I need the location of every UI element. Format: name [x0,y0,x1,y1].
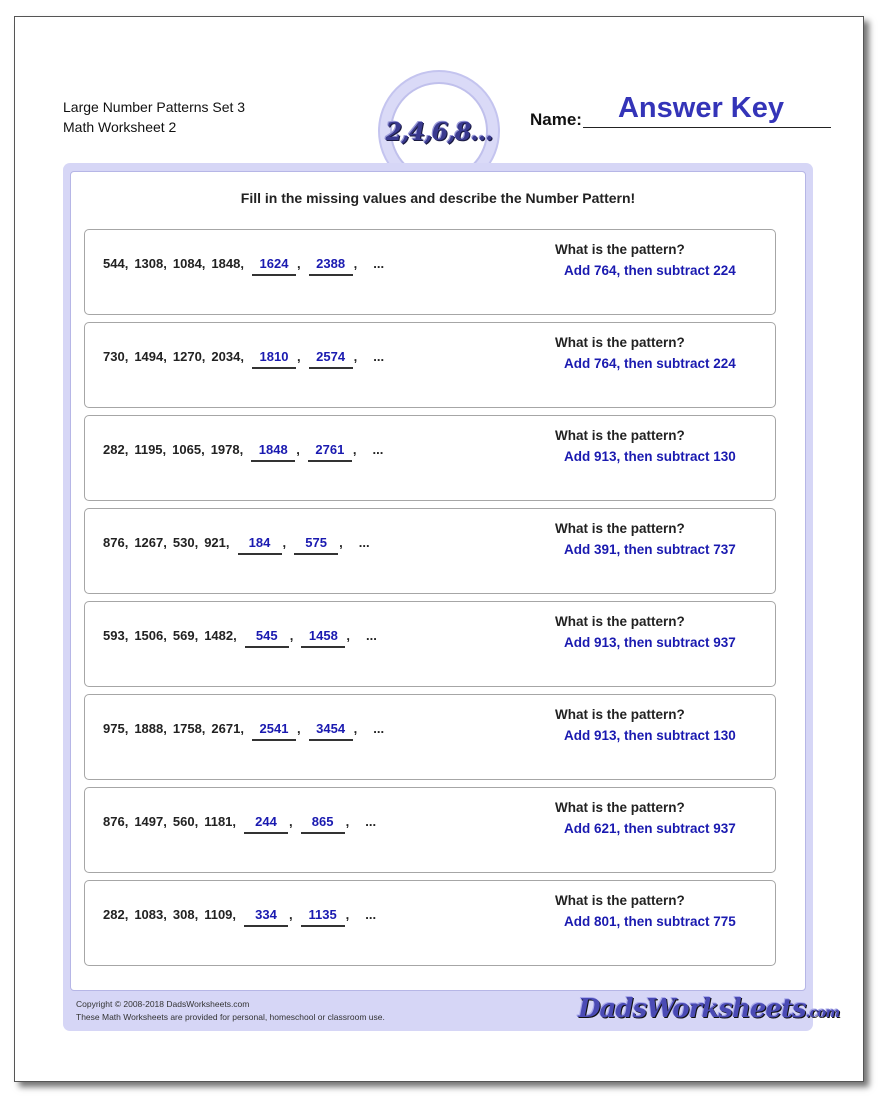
ellipsis: ... [365,907,377,922]
comma-separator: , [282,535,287,550]
ellipsis: ... [366,628,377,643]
copyright-text: Copyright © 2008-2018 DadsWorksheets.com [76,999,250,1009]
sequence-number: 876 [103,535,125,550]
pattern-question: What is the pattern? [555,893,685,908]
answer-blank[interactable]: 1848 [251,442,295,462]
pattern-question: What is the pattern? [555,707,685,722]
problem-box [84,694,776,780]
sequence-number: 1109 [204,907,233,922]
comma-separator: , [163,349,167,364]
sequence-number: 1270 [172,349,202,364]
comma-separator: , [163,256,167,271]
comma-separator: , [240,721,244,736]
sequence-number: 593 [103,628,125,643]
comma-separator: , [239,442,244,457]
comma-separator: , [124,349,129,364]
comma-separator: , [289,628,294,643]
comma-separator: , [124,628,129,643]
answer-blank[interactable]: 334 [244,907,288,927]
logo-suffix: .com [805,1005,840,1021]
name-underline [583,127,831,128]
comma-separator: , [124,721,129,736]
pattern-answer[interactable]: Add 801, then subtract 775 [564,914,736,929]
sequence-number: 1497 [134,814,164,829]
sequence-number: 730 [103,349,125,364]
comma-separator: , [124,814,129,829]
comma-separator: , [201,442,205,457]
comma-separator: , [345,814,350,829]
answer-blank[interactable]: 1624 [252,256,296,276]
pattern-answer[interactable]: Add 913, then subtract 937 [564,635,736,650]
number-sequence [103,628,377,648]
comma-separator: , [124,907,129,922]
pattern-question: What is the pattern? [555,428,685,443]
comma-separator: , [289,907,293,922]
comma-separator: , [296,721,301,736]
number-sequence [103,349,384,369]
comma-separator: , [232,814,237,829]
answer-blank[interactable]: 1458 [301,628,345,648]
pattern-answer[interactable]: Add 764, then subtract 224 [564,263,736,278]
comma-separator: , [232,907,237,922]
sequence-number: 1978 [210,442,240,457]
logo-text: DadsWorksheets [578,994,806,1024]
comma-separator: , [233,628,237,643]
ellipsis: ... [373,256,385,271]
comma-separator: , [124,535,129,550]
sequence-number: 569 [172,628,195,643]
sequence-number: 1758 [172,721,202,736]
comma-separator: , [296,442,300,457]
answer-blank[interactable]: 2388 [309,256,353,276]
problem-box [84,415,776,501]
comma-separator: , [163,628,167,643]
comma-separator: , [289,814,293,829]
comma-separator: , [225,535,230,550]
worksheet-title [63,97,245,137]
answer-blank[interactable]: 865 [301,814,345,834]
comma-separator: , [296,256,301,271]
sequence-number: 282 [103,907,125,922]
comma-separator: , [296,349,301,364]
comma-separator: , [240,349,244,364]
number-sequence [103,442,383,462]
sequence-number: 1083 [134,907,164,922]
sequence-number: 1482 [204,628,234,643]
comma-separator: , [163,814,167,829]
pattern-question: What is the pattern? [555,614,685,629]
answer-blank[interactable]: 3454 [309,721,353,741]
problem-box [84,322,776,408]
pattern-answer[interactable]: Add 764, then subtract 224 [564,356,736,371]
sequence-number: 308 [172,907,195,922]
badge-text: 2,4,6,8... [385,116,493,146]
title-line-1: Large Number Patterns Set 3 [63,99,246,115]
answer-blank[interactable]: 1135 [301,907,345,927]
problem-box [84,229,776,315]
problem-box [84,601,776,687]
answer-blank[interactable]: 2761 [308,442,352,462]
comma-separator: , [194,907,199,922]
sequence-number: 921 [204,535,226,550]
comma-separator: , [353,349,358,364]
sequence-number: 544 [103,256,125,271]
dadsworksheets-logo [578,994,839,1024]
problem-box [84,787,776,873]
comma-separator: , [352,442,357,457]
comma-separator: , [124,256,129,271]
pattern-answer[interactable]: Add 913, then subtract 130 [564,449,736,464]
pattern-question: What is the pattern? [555,521,685,536]
sequence-number: 1065 [172,442,202,457]
answer-blank[interactable]: 1810 [252,349,296,369]
sequence-number: 1308 [134,256,164,271]
comma-separator: , [163,535,167,550]
pattern-question: What is the pattern? [555,335,685,350]
sequence-number: 282 [103,442,125,457]
problem-box [84,880,776,966]
number-sequence [103,907,376,927]
answer-blank[interactable]: 2541 [252,721,296,741]
comma-separator: , [353,721,358,736]
comma-separator: , [162,442,167,457]
sequence-number: 1506 [134,628,164,643]
sequence-number: 1181 [204,814,233,829]
sequence-number: 1195 [134,442,163,457]
pattern-answer[interactable]: Add 391, then subtract 737 [564,542,736,557]
sequence-number: 530 [172,535,195,550]
pattern-answer[interactable]: Add 621, then subtract 937 [564,821,736,836]
comma-separator: , [163,721,167,736]
comma-separator: , [194,628,199,643]
ellipsis: ... [372,442,384,457]
usage-note: These Math Worksheets are provided for personal, homeschool or classroom use. [76,1012,385,1022]
sequence-number: 1888 [134,721,164,736]
sequence-number: 876 [103,814,125,829]
copyright-block [76,998,385,1024]
sequence-number: 2671 [211,721,241,736]
pattern-question: What is the pattern? [555,800,685,815]
ellipsis: ... [358,535,370,550]
comma-separator: , [346,628,350,643]
number-sequence [103,256,384,276]
sequence-number: 975 [103,721,125,736]
comma-separator: , [345,907,350,922]
pattern-answer[interactable]: Add 913, then subtract 130 [564,728,736,743]
sequence-number: 560 [172,814,195,829]
number-sequence [103,814,376,834]
sequence-number: 1494 [134,349,164,364]
comma-separator: , [240,256,244,271]
comma-separator: , [353,256,358,271]
sequence-number: 2034 [211,349,241,364]
comma-separator: , [201,721,206,736]
answer-key-label: Answer Key [617,92,784,124]
comma-separator: , [163,907,167,922]
ellipsis: ... [373,349,385,364]
problem-box [84,508,776,594]
comma-separator: , [201,349,206,364]
comma-separator: , [194,535,199,550]
comma-separator: , [194,814,199,829]
pattern-question: What is the pattern? [555,242,685,257]
number-sequence [103,535,370,555]
number-sequence [103,721,384,741]
answer-blank[interactable]: 184 [238,535,282,555]
title-line-2: Math Worksheet 2 [63,119,177,135]
sequence-number: 1084 [172,256,202,271]
comma-separator: , [201,256,206,271]
comma-separator: , [124,442,129,457]
instructions-text: Fill in the missing values and describe the Number Pattern! [240,190,636,206]
answer-blank[interactable]: 2574 [309,349,353,369]
answer-blank[interactable]: 545 [245,628,289,648]
sequence-number: 1848 [211,256,241,271]
ellipsis: ... [373,721,385,736]
ellipsis: ... [365,814,377,829]
answer-blank[interactable]: 575 [294,535,338,555]
comma-separator: , [339,535,343,550]
answer-blank[interactable]: 244 [244,814,288,834]
name-label: Name: [530,110,582,129]
sequence-number: 1267 [134,535,164,550]
